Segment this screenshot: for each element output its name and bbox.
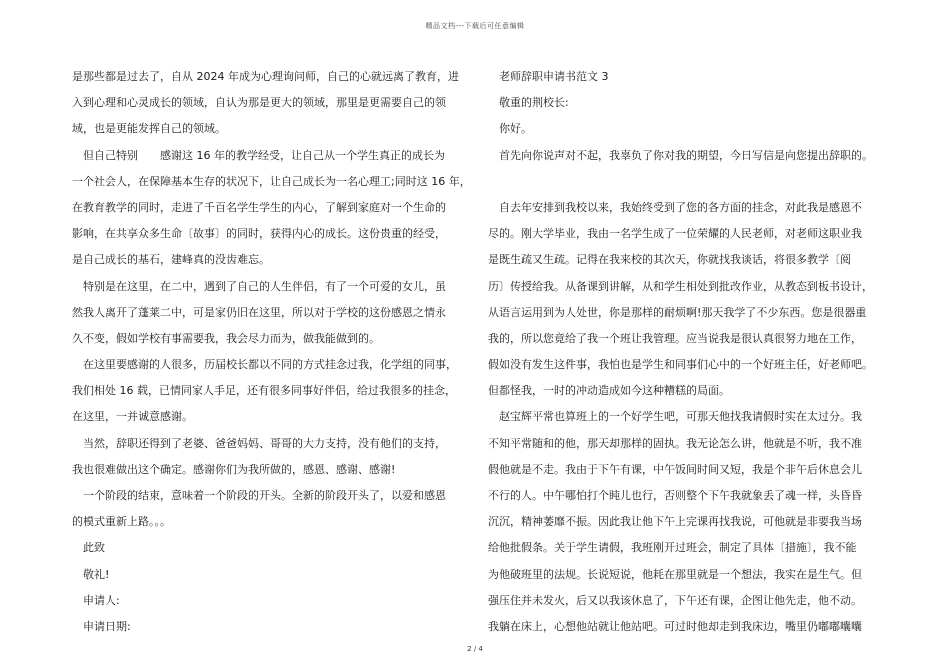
left-column-line: 但自己特别 感谢这 16 年的教学经受，让自己从一个学生真正的成长为	[72, 148, 445, 162]
page-header: 精品文档---下载后可任意编辑	[425, 22, 525, 30]
right-column-line: 是既生疏又生疏。记得在我来校的其次天，你就找我谈话，将很多教学〔阅	[488, 253, 851, 267]
right-column-line: 不知平常随和的他，那天却那样的固执。我无论怎么讲，他就是不听，我不准	[488, 436, 862, 450]
left-column-line: 此致	[72, 541, 105, 555]
left-column-line: 申请日期:	[72, 619, 131, 633]
left-column-line: 特别是在这里，在二中，遇到了自己的人生伴侣，有了一个可爱的女儿，虽	[72, 279, 446, 293]
left-column-line: 入到心理和心灵成长的领域，自认为那是更大的领域，那里是更需要自己的领	[72, 96, 446, 110]
right-column-line: 假如没有发生这件事，我怕也是学生和同事们心中的一个好班主任，好老师吧。	[488, 358, 873, 372]
right-column-line	[488, 169, 884, 195]
left-column-line: 我也很难做出这个确定。感谢你们为我所做的，感恩、感谢、感谢!	[72, 462, 396, 476]
right-column-line: 首先向你说声对不起，我辜负了你对我的期望，今日写信是向您提出辞职的。	[488, 148, 873, 162]
left-column-line: 在这里，一并诚意感谢。	[72, 410, 193, 424]
right-column	[488, 64, 884, 640]
right-column-line: 老师辞职申请书范文 3	[488, 70, 609, 83]
left-column-line: 是自己成长的基石，建峰真的没齿难忘。	[72, 253, 270, 267]
left-column	[72, 64, 471, 640]
right-column-line: 给他批假条。关于学生请假，我班刚开过班会，制定了具体〔措施〕，我不能	[488, 541, 857, 555]
right-column-line: 自去年安排到我校以来，我始终受到了您的各方面的挂念，对此我是感恩不	[488, 200, 862, 214]
left-column-line: 当然，辞职还得到了老婆、爸爸妈妈、哥哥的大力支持，没有他们的支持，	[72, 436, 446, 450]
right-column-line: 历〕传授给我。从备课到讲解，从和学生相处到批改作业，从教态到板书设计，	[488, 279, 873, 293]
page-number: 2 / 4	[467, 645, 483, 653]
right-column-line: 但都怪我，一时的冲动造成如今这种糟糕的局面。	[488, 384, 730, 398]
left-column-line: 在教育教学的同时，走进了千百名学生学生的内心，了解到家庭对一个生命的	[72, 200, 446, 214]
left-column-line: 然我人离开了蓬莱二中，可是家仍旧在这里，所以对于学校的这份感恩之情永	[72, 305, 446, 319]
right-column-line: 从语言运用到为人处世，你是那样的耐烦啊!那天我学了不少东西。您是很器重	[488, 305, 867, 319]
left-column-line: 一个社会人，在保障基本生存的状况下，让自己成长为一名心理工;同时这 16 年，	[72, 174, 471, 188]
right-column-line: 我的，所以您竟给了我一个班让我管理。应当说我是很认真很努力地在工作，	[488, 331, 862, 345]
right-column-line: 尽的。刚大学毕业，我由一名学生成了一位荣耀的人民老师，对老师这职业我	[488, 227, 862, 241]
right-column-line: 我躺在床上，心想他站就让他站吧。可过时他却走到我床边，嘴里仍嘟嘟囔囔	[488, 619, 862, 633]
left-column-line: 一个阶段的结束，意味着一个阶段的开头。全新的阶段开头了，以爱和感恩	[72, 489, 446, 502]
left-column-line: 敬礼!	[72, 567, 110, 581]
right-column-line: 你好。	[488, 122, 532, 136]
left-column-line: 的模式重新上路。。。	[72, 515, 171, 529]
left-column-line: 影响，在共享众多生命〔故事〕的同时，获得内心的成长。这份贵重的经受，	[72, 227, 446, 241]
right-column-line: 敬重的荆校长:	[488, 96, 569, 110]
right-column-line: 沉沉，精神萎靡不振。因此我让他下午上完课再找我说，可他就是非要我当场	[488, 515, 862, 529]
left-column-line: 是那些都是过去了，自从 2024 年成为心理询问师，自己的心就远离了教育，进	[72, 70, 459, 83]
right-column-line: 假他就是不走。我由于下午有课，中午饭间时间又短，我是个非午后休息会儿	[488, 462, 862, 476]
left-column-line: 申请人:	[72, 593, 120, 607]
left-column-line: 久不变，假如学校有事需要我，我会尽力而为，做我能做到的。	[72, 331, 380, 345]
left-column-line: 在这里要感谢的人很多，历届校长都以不同的方式挂念过我，化学组的同事，	[72, 358, 457, 372]
right-column-line: 为他破班里的法规。长说短说，他耗在那里就是一个想法，我实在是生气。但	[488, 567, 862, 581]
left-column-line: 域，也是更能发挥自己的领域。	[72, 122, 226, 136]
right-column-line: 强压住并未发火，后又以我该休息了，下午还有课，企图让他先走，他不动。	[488, 593, 862, 607]
left-column-line: 我们相处 16 载，已情同家人手足，还有很多同事好伴侣，给过我很多的挂念，	[72, 384, 456, 398]
right-column-line: 赵宝辉平常也算班上的一个好学生吧，可那天他找我请假时实在太过分。我	[488, 410, 862, 424]
right-column-line: 不行的人。中午哪怕打个盹儿也行，否则整个下午我就象丢了魂一样，头昏昏	[488, 489, 862, 502]
